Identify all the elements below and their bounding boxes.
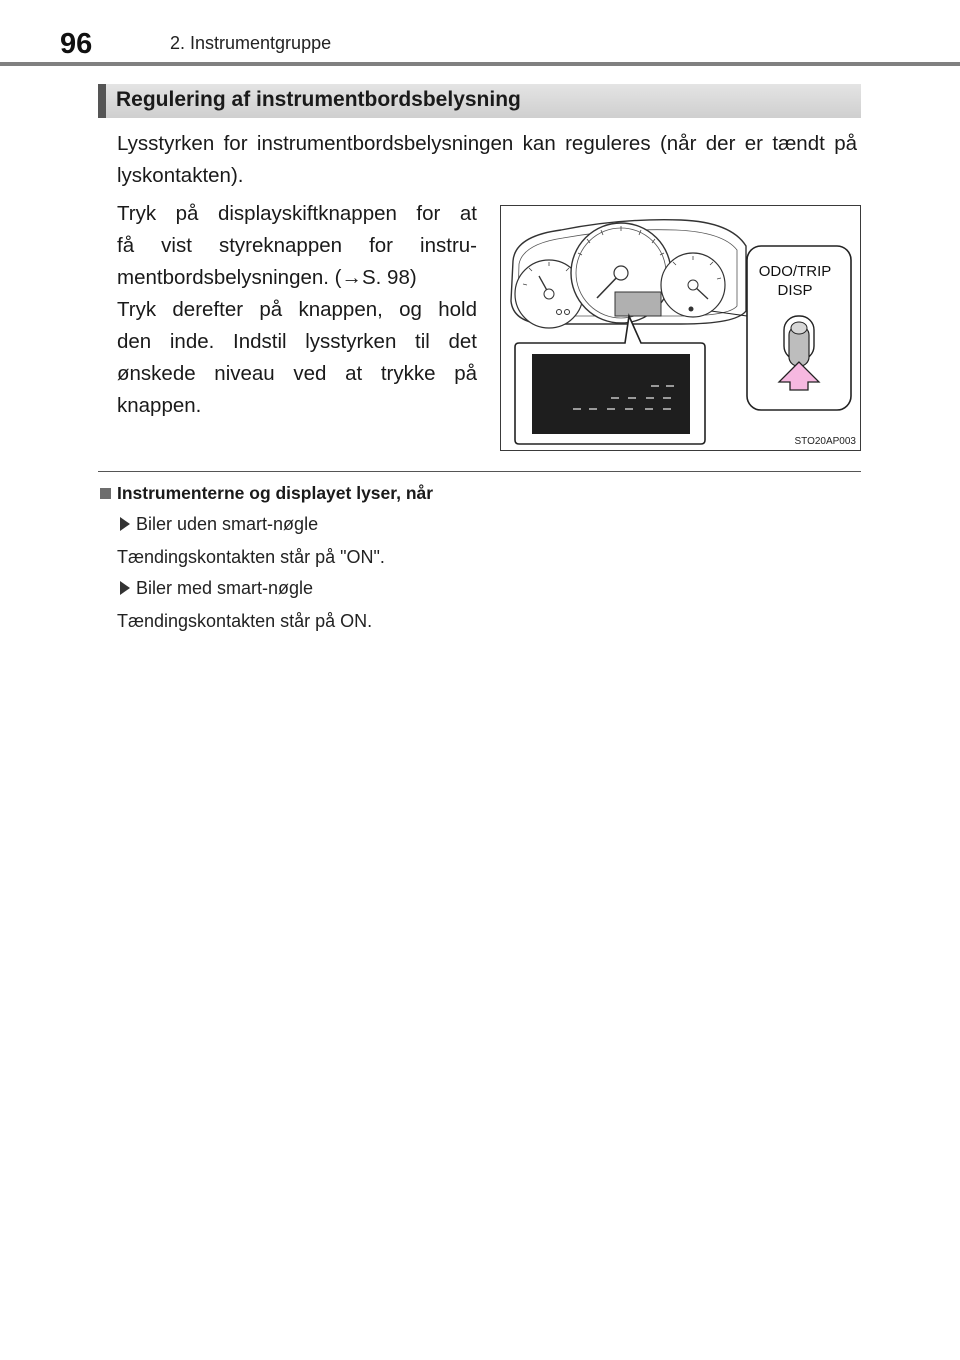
note-item-text: Tændingskontakten står på ON. [117, 611, 373, 631]
page-number: 96 [60, 28, 93, 60]
figure-code: STO20AP003 [794, 436, 856, 447]
instruction-line: Tryk på displayskiftknappen for at [117, 202, 477, 225]
instruction-paragraph [117, 198, 477, 422]
note-item-label [120, 514, 318, 535]
odo-trip-disp-label [747, 262, 843, 300]
note-item-label-text: Biler med smart-nøgle [136, 578, 314, 598]
section-heading-title: Regulering af instrumentbordsbelysning [116, 88, 521, 111]
odo-label-line2: DISP [777, 282, 813, 299]
note-item-label [120, 578, 313, 599]
note-heading [100, 483, 433, 504]
header-rule [0, 62, 960, 66]
intro-paragraph: Lysstyrken for instrumentbordsbelysningen kan reguleres (når der er tændt på lyskontakten). [117, 132, 857, 187]
instruction-line: den inde. Indstil lysstyrken til det [117, 330, 477, 353]
instruction-line: knappen. [117, 394, 202, 417]
instruction-line: Tryk derefter på knappen, og hold [117, 298, 477, 321]
section-heading [98, 84, 861, 118]
instruction-line: mentbordsbelysningen. (→S. 98) [117, 266, 417, 289]
note-item-text: Tændingskontakten står på "ON". [117, 547, 385, 567]
note-heading-text: Instrumenterne og displayet lyser, når [117, 483, 434, 503]
triangle-bullet-icon [120, 517, 130, 531]
section-heading-bar [98, 84, 106, 118]
triangle-bullet-icon [120, 581, 130, 595]
instrument-cluster-figure [500, 205, 861, 451]
note-item-label-text: Biler uden smart-nøgle [136, 514, 319, 534]
instruction-line: få vist styreknappen for instru- [117, 234, 477, 257]
odo-label-line1: ODO/TRIP [758, 263, 832, 280]
square-bullet-icon [100, 488, 111, 499]
instrument-cluster-illustration [501, 206, 862, 452]
section-divider [98, 471, 861, 472]
chapter-title: 2. Instrumentgruppe [170, 33, 332, 53]
instruction-line: ønskede niveau ved at trykke på [117, 362, 477, 385]
